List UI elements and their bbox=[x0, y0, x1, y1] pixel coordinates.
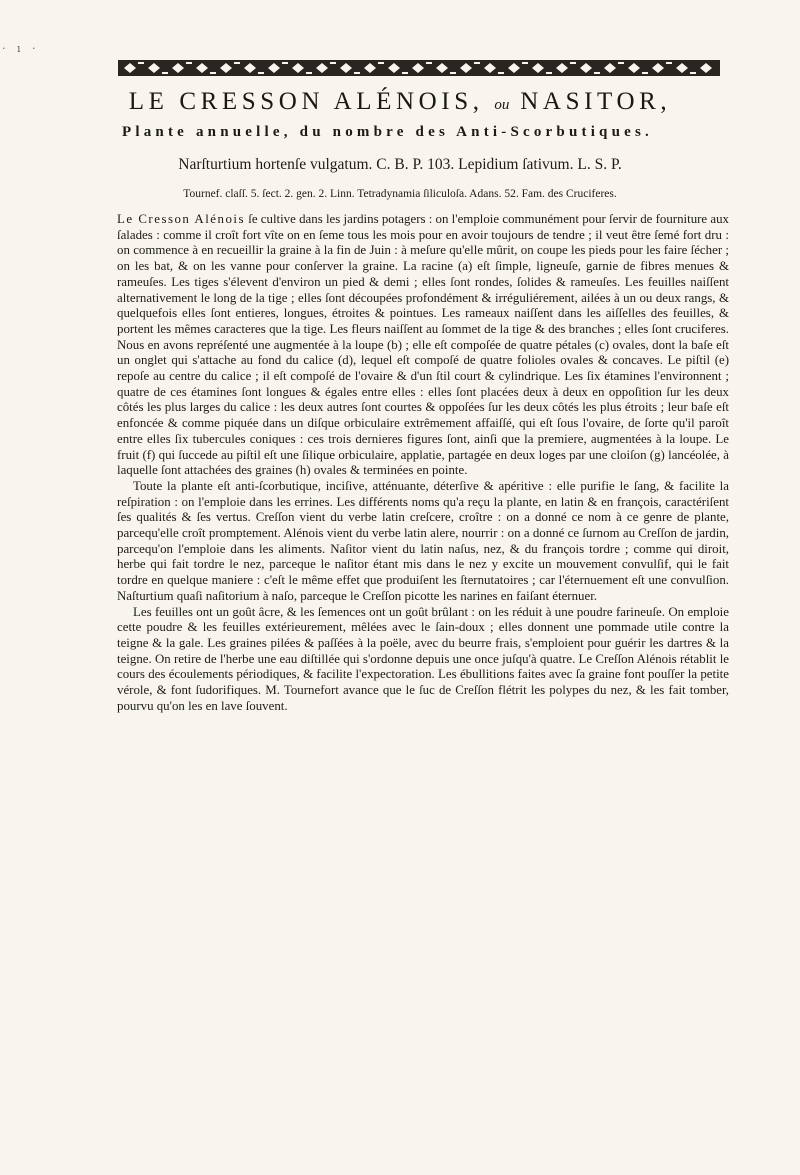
paragraph-description bbox=[117, 212, 729, 479]
margin-marks: · ı · bbox=[2, 42, 40, 55]
title-conjunction: ou bbox=[494, 97, 510, 113]
plant-name-lead: Le Cresson Alénois bbox=[117, 212, 245, 226]
latin-synonym: Narſturtium hortenſe vulgatum. C. B. P. 103. Lepidium ſativum. L. S. P. bbox=[178, 156, 622, 173]
paragraph-uses: Les feuilles ont un goût âcre, & les ſemences ont un goût brûlant : on les réduit à une poudre farineuſe. On emploie cette poudre & les feuilles extérieurement, mêlées avec le ſain-doux ; elles donnent une pommade utile contre la teigne & la gale. Les graines pilées & paſſées à la poële, avec du beurre frais, s'emploient pour guérir les dartres & la teigne. On retire de l'herbe une eau diſtillée qui s'ordonne depuis une once juſqu'à quatre. Le Creſſon Alénois rétablit le cours des écoulements périodiques, & facilite l'expectoration. Les ébullitions faites avec ſa graine font pouſſer la petite vérole, & font ſudorifiques. M. Tournefort avance que le ſuc de Creſſon flétrit les polypes du nez, & les fait tomber, pourvu qu'on les en lave ſouvent. bbox=[117, 604, 729, 713]
page-title bbox=[0, 88, 800, 116]
classification-reference: Tournef. claſſ. 5. ſect. 2. gen. 2. Linn. Tetradynamia ſiliculoſa. Adans. 52. Fam. des Cruciferes. bbox=[183, 188, 617, 200]
article-body bbox=[117, 212, 729, 715]
plant-subtitle: Plante annuelle, du nombre des Anti-Scorbutiques. bbox=[122, 124, 653, 140]
ornamental-border bbox=[118, 60, 720, 76]
paragraph-etymology: Toute la plante eſt anti-ſcorbutique, inciſive, atténuante, déterſive & apéritive : elle purifie le ſang, & facilite la reſpiration : on l'emploie dans les errines. Les différents noms qu'a reçu la plante, en latin & en françois, caractériſent ſes qualités & ſes vertus. Creſſon vient du verbe latin creſcere, croître : on a donné ce nom à ce genre de plante, parcequ'elle croît promptement. Alénois vient du verbe latin alere, nourrir : on a donné ce ſurnom au Creſſon de jardin, parcequ'on l'emploie dans les aliments. Naſitor vient du latin naſus, nez, & du françois tordre ; comme qui diroit, herbe qui fait tordre le nez, parceque le naſitor étant mis dans le nez y excite un mouvement convulſif, qui le fait tordre en quelque maniere : c'eſt le même effet que produiſent les ſternutatoires ; car l'éternuement eſt une convulſion. Naſturtium quaſi naſitorium à naſo, parceque le Creſſon picotte les narines en faiſant éternuer. bbox=[117, 478, 729, 603]
title-alternate: NASITOR, bbox=[520, 88, 672, 115]
paragraph-description-text: ſe cultive dans les jardins potagers : on l'emploie communément pour ſervir de fourniture aux ſalades : comme il croît fort vîte on en ſeme tous les mois pour en avoir toujours de tendre ; il veut être ſemé fort dru : on commence à en recueillir la graine à la fin de Juin : à meſure qu'elle mûrit, on coupe les pieds pour les faire ſécher ; on les bat, & on les vanne pour conſerver la graine. La racine (a) eſt ſimple, ligneuſe, garnie de fibres menues & rameuſes. Les tiges s'élevent d'environ un pied & demi ; elles ſont rondes, ſolides & rameuſes. Les feuilles naiſſent alternativement le long de la tige ; elles ſont découpées profondément & irréguliérement, ailées à un ou deux rangs, & quelquefois elles ſont entieres, longues, étroites & pointues. Les rameaux naiſſent dans les aiſſelles des feuilles, & portent les mêmes caracteres que la tige. Les fleurs naiſſent au ſommet de la tige & des branches ; elles ſont cruciferes. Nous en avons repréſenté une augmentée à la loupe (b) ; elle eſt compoſée de quatre pétales (c) ovales, dont la baſe eſt un onglet qui s'attache au fond du calice (d), lequel eſt compoſé de quatre folioles ovales & concaves. Le piſtil (e) repoſe au centre du calice ; il eſt compoſé de l'ovaire & d'un ſtil court & cylindrique. Les ſix étamines l'environnent ; quatre de ces étamines ſont longues & égales entre elles : elles ſont placées deux à deux en oppoſition ſur les deux côtés les plus larges du calice : les deux autres ſont courtes & oppoſées ſur les deux côtés les plus étroits ; leur baſe eſt enfoncée & comme piquée dans un diſque orbiculaire extrêmement affaiſſé, qui eſt ſous l'ovaire, de ſorte qu'il paroît entre elles ſix tubercules coniques : ces trois dernieres figures ſont, ainſi que la premiere, augmentées à la loupe. Le fruit (f) qui ſuccede au piſtil eſt une ſilique orbiculaire, applatie, partagée en deux loges par une cloiſon (g) lancéolée, à laquelle ſont attachées des graines (h) ovales & terminées en pointe. bbox=[117, 212, 730, 478]
title-main: LE CRESSON ALÉNOIS, bbox=[128, 88, 484, 115]
